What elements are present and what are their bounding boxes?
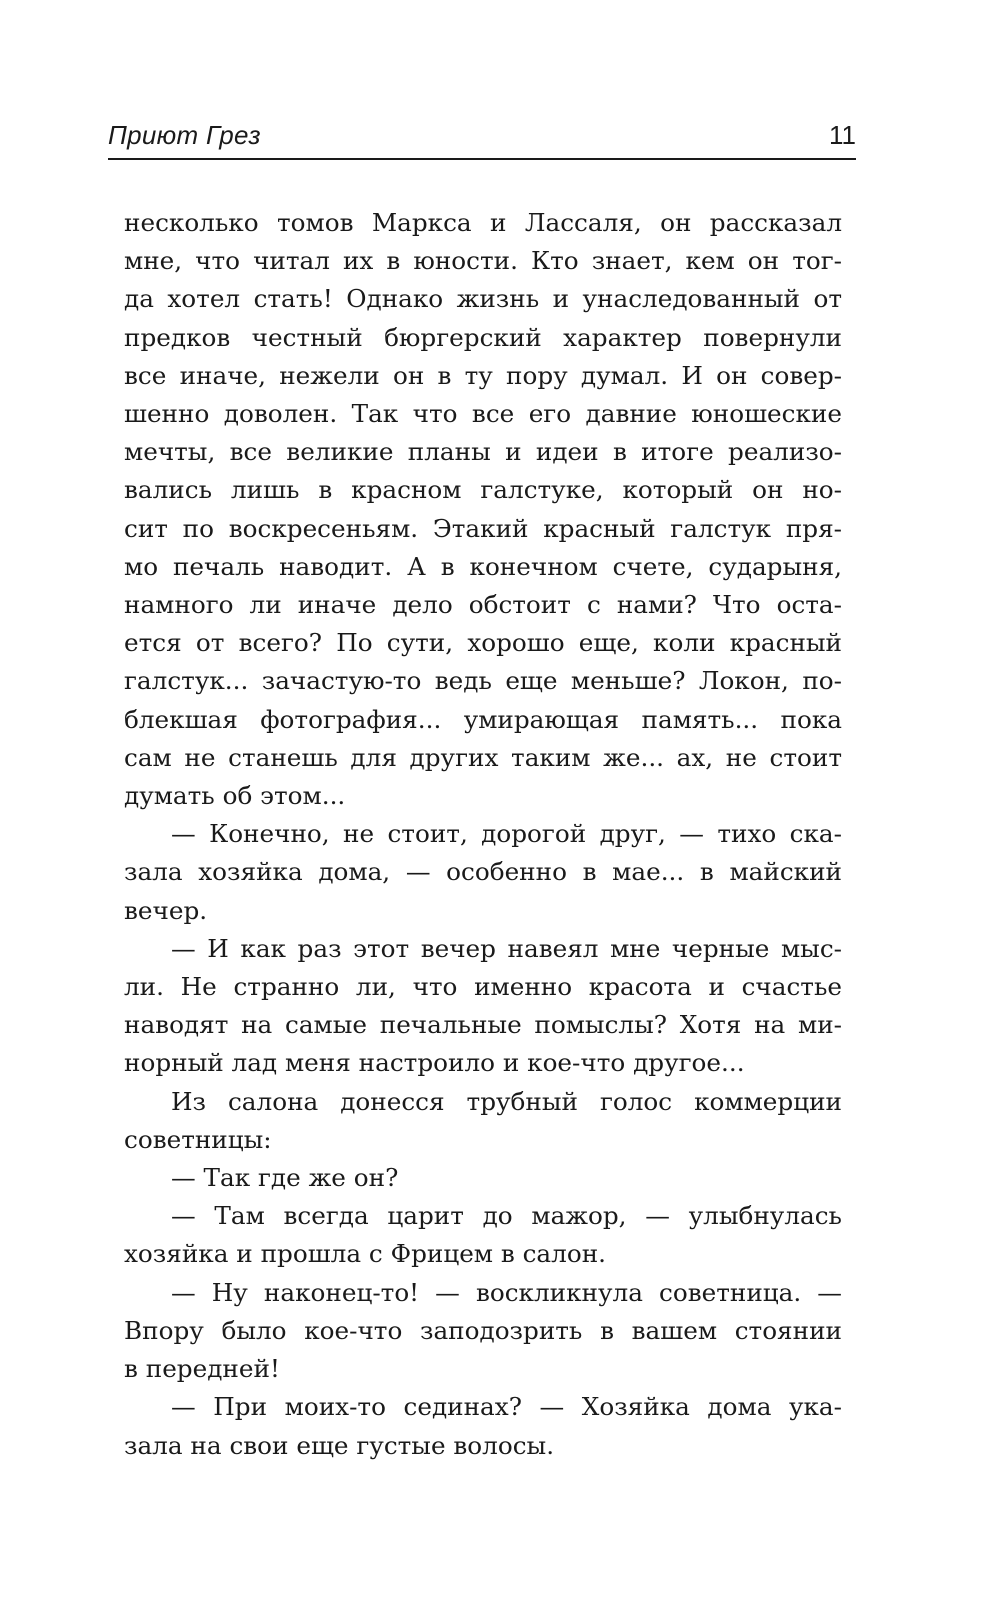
text-line: все иначе, нежели он в ту пору думал. И он совер- [124, 360, 842, 390]
text-line: сам не станешь для других таким же... ах, не стоит [124, 742, 842, 772]
text-line: норный лад меня настроило и кое-что другое... [124, 1048, 745, 1078]
text-line: да хотел стать! Однако жизнь и унаследованный от [124, 284, 842, 314]
text-line: Впору было кое-что заподозрить в вашем стоянии [124, 1315, 842, 1345]
text-line: вались лишь в красном галстуке, который он но- [124, 475, 842, 505]
text-line: вечер. [124, 895, 208, 925]
running-title: Приют Грез [108, 120, 261, 150]
text-line: — При моих-то сединах? — Хозяйка дома ука- [171, 1392, 842, 1422]
text-line: в передней! [124, 1354, 280, 1384]
text-line: ется от всего? По сути, хорошо еще, коли красный [124, 628, 842, 658]
text-line: Из салона донесся трубный голос коммерции [171, 1086, 842, 1116]
page-number: 11 [829, 120, 856, 150]
body-text [124, 204, 842, 1465]
text-line: несколько томов Маркса и Лассаля, он рассказал [124, 208, 842, 237]
text-line: блекшая фотография... умирающая память... пока [124, 704, 842, 734]
text-line: — Так где же он? [171, 1163, 399, 1193]
text-line: зала хозяйка дома, — особенно в мае... в майский [124, 857, 842, 887]
text-line: наводят на самые печальные помыслы? Хотя на ми- [124, 1010, 842, 1040]
text-line: — И как раз этот вечер навеял мне черные мыс- [171, 933, 842, 963]
text-line: думать об этом... [124, 781, 346, 811]
text-line: — Там всегда царит до мажор, — улыбнулась [171, 1201, 842, 1231]
text-line: — Конечно, не стоит, дорогой друг, — тихо ска- [171, 819, 842, 849]
running-header [108, 108, 856, 160]
text-line: мечты, все великие планы и идеи в итоге реализо- [124, 437, 842, 467]
text-line: — Ну наконец-то! — воскликнула советница. — [171, 1277, 842, 1307]
text-line: ли. Не странно ли, что именно красота и счастье [124, 972, 842, 1002]
text-line: мне, что читал их в юности. Кто знает, кем он тог- [124, 246, 842, 276]
text-line: хозяйка и прошла с Фрицем в салон. [124, 1239, 606, 1269]
text-line: зала на свои еще густые волосы. [124, 1430, 555, 1460]
text-line: советницы: [124, 1124, 272, 1154]
text-line: намного ли иначе дело обстоит с нами? Что оста- [124, 590, 842, 620]
text-line: предков честный бюргерский характер повернули [124, 322, 842, 352]
text-line: шенно доволен. Так что все его давние юношеские [124, 399, 842, 429]
text-line: сит по воскресеньям. Этакий красный галстук пря- [124, 513, 842, 543]
text-line: мо печаль наводит. А в конечном счете, сударыня, [124, 551, 842, 581]
text-line: галстук... зачастую-то ведь еще меньше? Локон, по- [124, 666, 842, 696]
